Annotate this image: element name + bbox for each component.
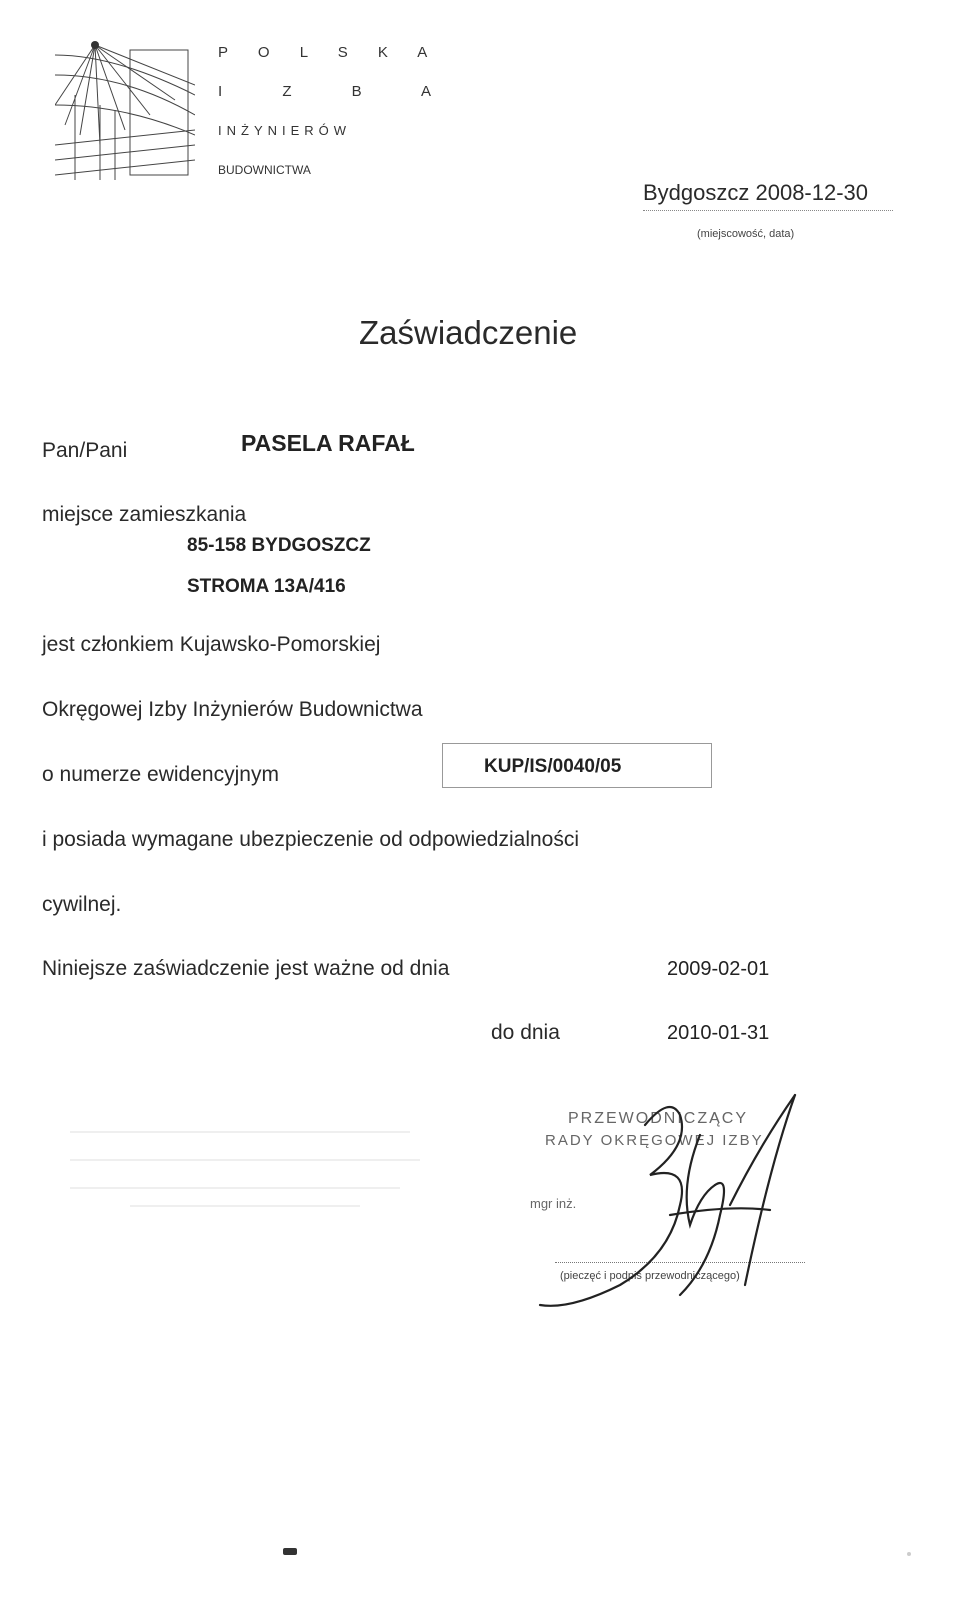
place-date: Bydgoszcz 2008-12-30 bbox=[643, 180, 893, 211]
address-line2: STROMA 13A/416 bbox=[187, 576, 346, 597]
footer-mark bbox=[283, 1548, 297, 1555]
logo-text-polska: P O L S K A bbox=[218, 44, 441, 61]
footer-mark-right bbox=[907, 1552, 911, 1556]
signature-graphic bbox=[530, 1085, 820, 1320]
stamp-line2: RADY OKRĘGOWEJ IZBY bbox=[545, 1132, 764, 1149]
place-date-caption: (miejscowość, data) bbox=[697, 228, 795, 240]
logo-graphic bbox=[55, 35, 195, 180]
stamp-line1: PRZEWODNICZĄCY bbox=[568, 1110, 748, 1127]
insurance-line2: cywilnej. bbox=[42, 893, 122, 916]
registration-label: o numerze ewidencyjnym bbox=[42, 763, 279, 786]
membership-line1: jest członkiem Kujawsko-Pomorskiej bbox=[42, 633, 381, 656]
person-label: Pan/Pani bbox=[42, 439, 128, 462]
registration-number: KUP/IS/0040/05 bbox=[484, 756, 622, 777]
faint-residue bbox=[70, 1125, 430, 1235]
validity-from-label: Niniejsze zaświadczenie jest ważne od dnia bbox=[42, 957, 450, 980]
logo-text-budownictwa: BUDOWNICTWA bbox=[218, 163, 311, 177]
logo-text-inzynierow: INŻYNIERÓW bbox=[218, 123, 352, 138]
stamp-line3: mgr inż. bbox=[530, 1196, 577, 1211]
address-line1: 85-158 BYDGOSZCZ bbox=[187, 535, 371, 556]
validity-to-date: 2010-01-31 bbox=[667, 1022, 770, 1044]
logo-text-izba: I Z B A bbox=[218, 83, 460, 100]
insurance-line1: i posiada wymagane ubezpieczenie od odpowiedzialności bbox=[42, 828, 580, 851]
document-title: Zaświadczenie bbox=[359, 314, 578, 351]
address-label: miejsce zamieszkania bbox=[42, 503, 247, 526]
membership-line2: Okręgowej Izby Inżynierów Budownictwa bbox=[42, 698, 423, 721]
stamp-caption: (pieczęć i podpis przewodniczącego) bbox=[560, 1270, 740, 1282]
person-name: PASELA RAFAŁ bbox=[241, 430, 415, 456]
validity-to-label: do dnia bbox=[491, 1021, 560, 1044]
validity-from-date: 2009-02-01 bbox=[667, 958, 770, 980]
